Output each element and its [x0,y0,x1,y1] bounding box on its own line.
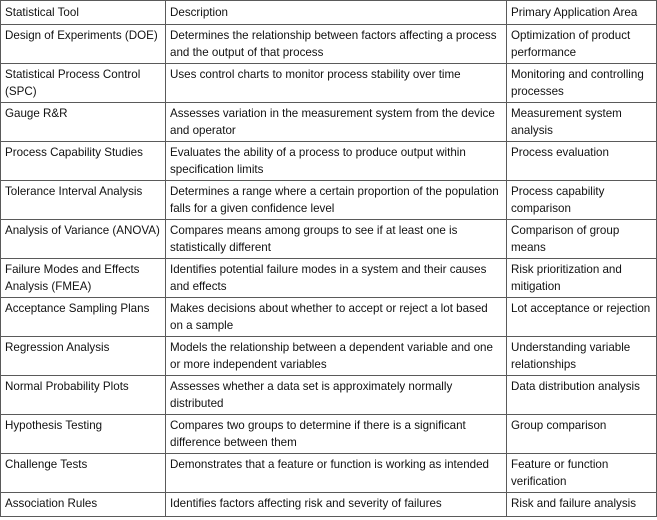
application-area-cell: Risk and failure analysis [507,493,657,517]
application-area-cell: Process evaluation [507,142,657,181]
description-cell: Compares two groups to determine if there is a significant difference between them [166,415,507,454]
tool-cell: Failure Modes and Effects Analysis (FMEA) [1,259,166,298]
description-cell: Determines the relationship between factors affecting a process and the output of that process [166,25,507,64]
header-primary-application-area: Primary Application Area [507,1,657,25]
description-cell: Identifies factors affecting risk and severity of failures [166,493,507,517]
description-cell: Models the relationship between a dependent variable and one or more independent variables [166,337,507,376]
table-row [1,25,657,64]
table-row [1,454,657,493]
tool-cell: Process Capability Studies [1,142,166,181]
table-row [1,103,657,142]
table-body [1,25,657,517]
tool-cell: Analysis of Variance (ANOVA) [1,220,166,259]
table-row [1,415,657,454]
table-row [1,64,657,103]
tool-cell: Gauge R&R [1,103,166,142]
tool-cell: Normal Probability Plots [1,376,166,415]
tool-cell: Association Rules [1,493,166,517]
tool-cell: Acceptance Sampling Plans [1,298,166,337]
table-row [1,181,657,220]
description-cell: Demonstrates that a feature or function is working as intended [166,454,507,493]
application-area-cell: Measurement system analysis [507,103,657,142]
table-row [1,220,657,259]
tool-cell: Design of Experiments (DOE) [1,25,166,64]
application-area-cell: Optimization of product performance [507,25,657,64]
description-cell: Assesses variation in the measurement system from the device and operator [166,103,507,142]
application-area-cell: Lot acceptance or rejection [507,298,657,337]
application-area-cell: Comparison of group means [507,220,657,259]
table-row [1,259,657,298]
table-row [1,376,657,415]
application-area-cell: Data distribution analysis [507,376,657,415]
tool-cell: Tolerance Interval Analysis [1,181,166,220]
description-cell: Evaluates the ability of a process to produce output within specification limits [166,142,507,181]
tool-cell: Statistical Process Control (SPC) [1,64,166,103]
description-cell: Assesses whether a data set is approximately normally distributed [166,376,507,415]
application-area-cell: Understanding variable relationships [507,337,657,376]
description-cell: Compares means among groups to see if at least one is statistically different [166,220,507,259]
table-row [1,142,657,181]
table-header [1,1,657,25]
description-cell: Uses control charts to monitor process stability over time [166,64,507,103]
application-area-cell: Process capability comparison [507,181,657,220]
description-cell: Determines a range where a certain proportion of the population falls for a given confidence level [166,181,507,220]
table-row [1,298,657,337]
tool-cell: Challenge Tests [1,454,166,493]
description-cell: Makes decisions about whether to accept or reject a lot based on a sample [166,298,507,337]
tool-cell: Regression Analysis [1,337,166,376]
tool-cell: Hypothesis Testing [1,415,166,454]
table-row [1,493,657,517]
application-area-cell: Group comparison [507,415,657,454]
table-row [1,337,657,376]
application-area-cell: Feature or function verification [507,454,657,493]
application-area-cell: Monitoring and controlling processes [507,64,657,103]
header-description: Description [166,1,507,25]
application-area-cell: Risk prioritization and mitigation [507,259,657,298]
header-statistical-tool: Statistical Tool [1,1,166,25]
header-row [1,1,657,25]
description-cell: Identifies potential failure modes in a system and their causes and effects [166,259,507,298]
